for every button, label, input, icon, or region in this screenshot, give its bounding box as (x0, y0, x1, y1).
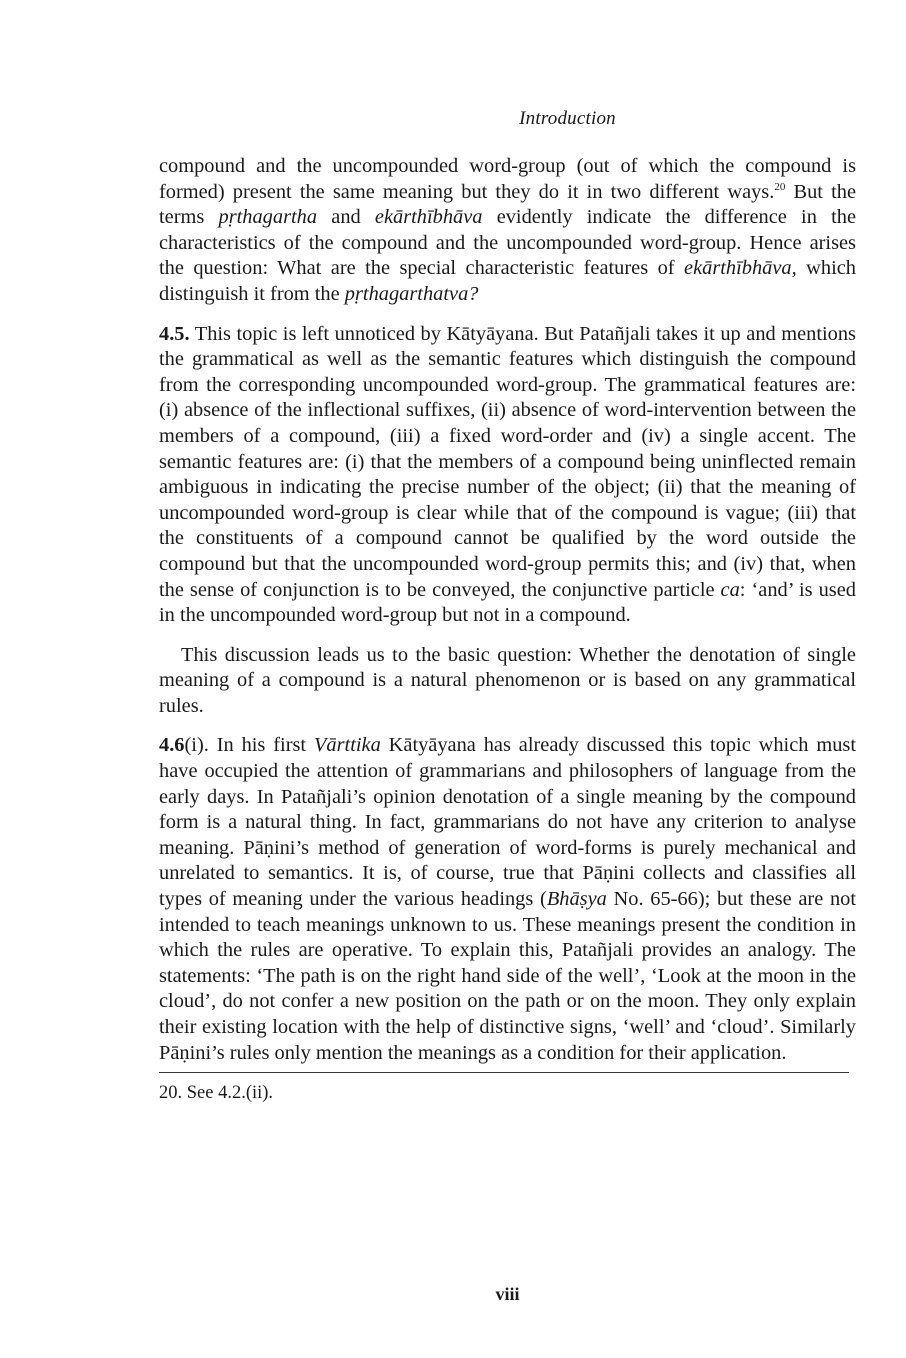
page-number: viii (495, 1284, 520, 1304)
text-run: and (317, 206, 375, 229)
term-italic: pṛthagarthatva? (344, 282, 479, 305)
paragraph-4-5 (159, 322, 856, 629)
term-italic: pṛthagartha (218, 206, 318, 229)
paragraph-basic-question: This discussion leads us to the basic question: Whether the denotation of single meaning of a compound is a natural phenomenon or is based on any grammatical rules. (159, 643, 856, 717)
term-italic: ca (720, 578, 740, 601)
running-head: Introduction (519, 108, 616, 129)
text-run: (i). (184, 734, 209, 757)
text-run: : ‘and’ is used in the uncompounded word-group but not in a compound. (159, 578, 856, 627)
section-number: 4.5. (159, 322, 190, 345)
text-run: which distinguish it from the (159, 257, 856, 305)
text-run: compound and the uncompounded word-group (out of which the compound is formed) present the same meaning but they do it in two different ways. (159, 155, 856, 203)
paragraph-4-6 (159, 733, 856, 1066)
paragraph-continuation (159, 154, 856, 308)
text-run: In his first (208, 734, 314, 757)
text-run: Kātyāyana has already discussed this topic which must have occupied the attention of grammarians and philosophers of language from the early days. In Patañjali’s opinion denotation of a single meaning by the compound form is a natural thing. In fact, grammarians do not have any criterion to analyse meaning. Pāṇini’s method of generation of word-forms is purely mechanical and unrelated to semantics. It is, of course, true that Pāṇini collects and classifies all types of meaning under the various headings ( (159, 734, 856, 911)
section-number: 4.6 (159, 734, 185, 757)
text-run: No. 65-66); but these are not intended to teach meanings unknown to us. These meanings present the condition in which the rules are operative. To explain this, Patañjali provides an analogy. The statements: ‘The path is on the right hand side of the well’, ‘Look at the moon in the cloud’, do not confer a new position on the path or on the moon. They only explain their existing location with the help of distinctive signs, ‘well’ and ‘cloud’. Similarly Pāṇini’s rules only mention the meanings as a condition for their application. (159, 888, 857, 1064)
text-run: evidently indicate the difference in the characteristics of the compound and the uncompounded word-group. Hence arises the question: What are the special characteristic features of (159, 206, 856, 280)
term-italic: Bhāṣya (546, 888, 607, 911)
footnote-ref: 20 (774, 180, 786, 193)
page-body (159, 108, 857, 1304)
footnote: 20. See 4.2.(ii). (159, 1083, 274, 1104)
footnote-divider (159, 1072, 849, 1073)
text-run: This topic is left unnoticed by Kātyāyana. But Patañjali takes it up and mentions the grammatical as well as the semantic features which distinguish the compound from the corresponding uncompounded word-group. The grammatical features are: (i) absence of the inflectional suffixes, (ii) absence of word-intervention between the members of a compound, (iii) a fixed word-order and (iv) a single accent. The semantic features are: (i) that the members of a compound being uninflected remain ambiguous in indicating the precise number of the object; (ii) that the meaning of uncompounded word-group is clear while that of the compound is vague; (iii) that the constituents of a compound cannot be qualified by the word outside the compound but that the uncompounded word-group permits this; and (iv) that, when the sense of conjunction is to be conveyed, the conjunctive particle (159, 322, 856, 601)
text-run: But the terms (159, 180, 857, 229)
term-italic: Vārttika (313, 734, 381, 757)
term-italic: ekārthībhāva (374, 206, 483, 229)
term-italic: ekārthībhāva, (684, 257, 797, 280)
